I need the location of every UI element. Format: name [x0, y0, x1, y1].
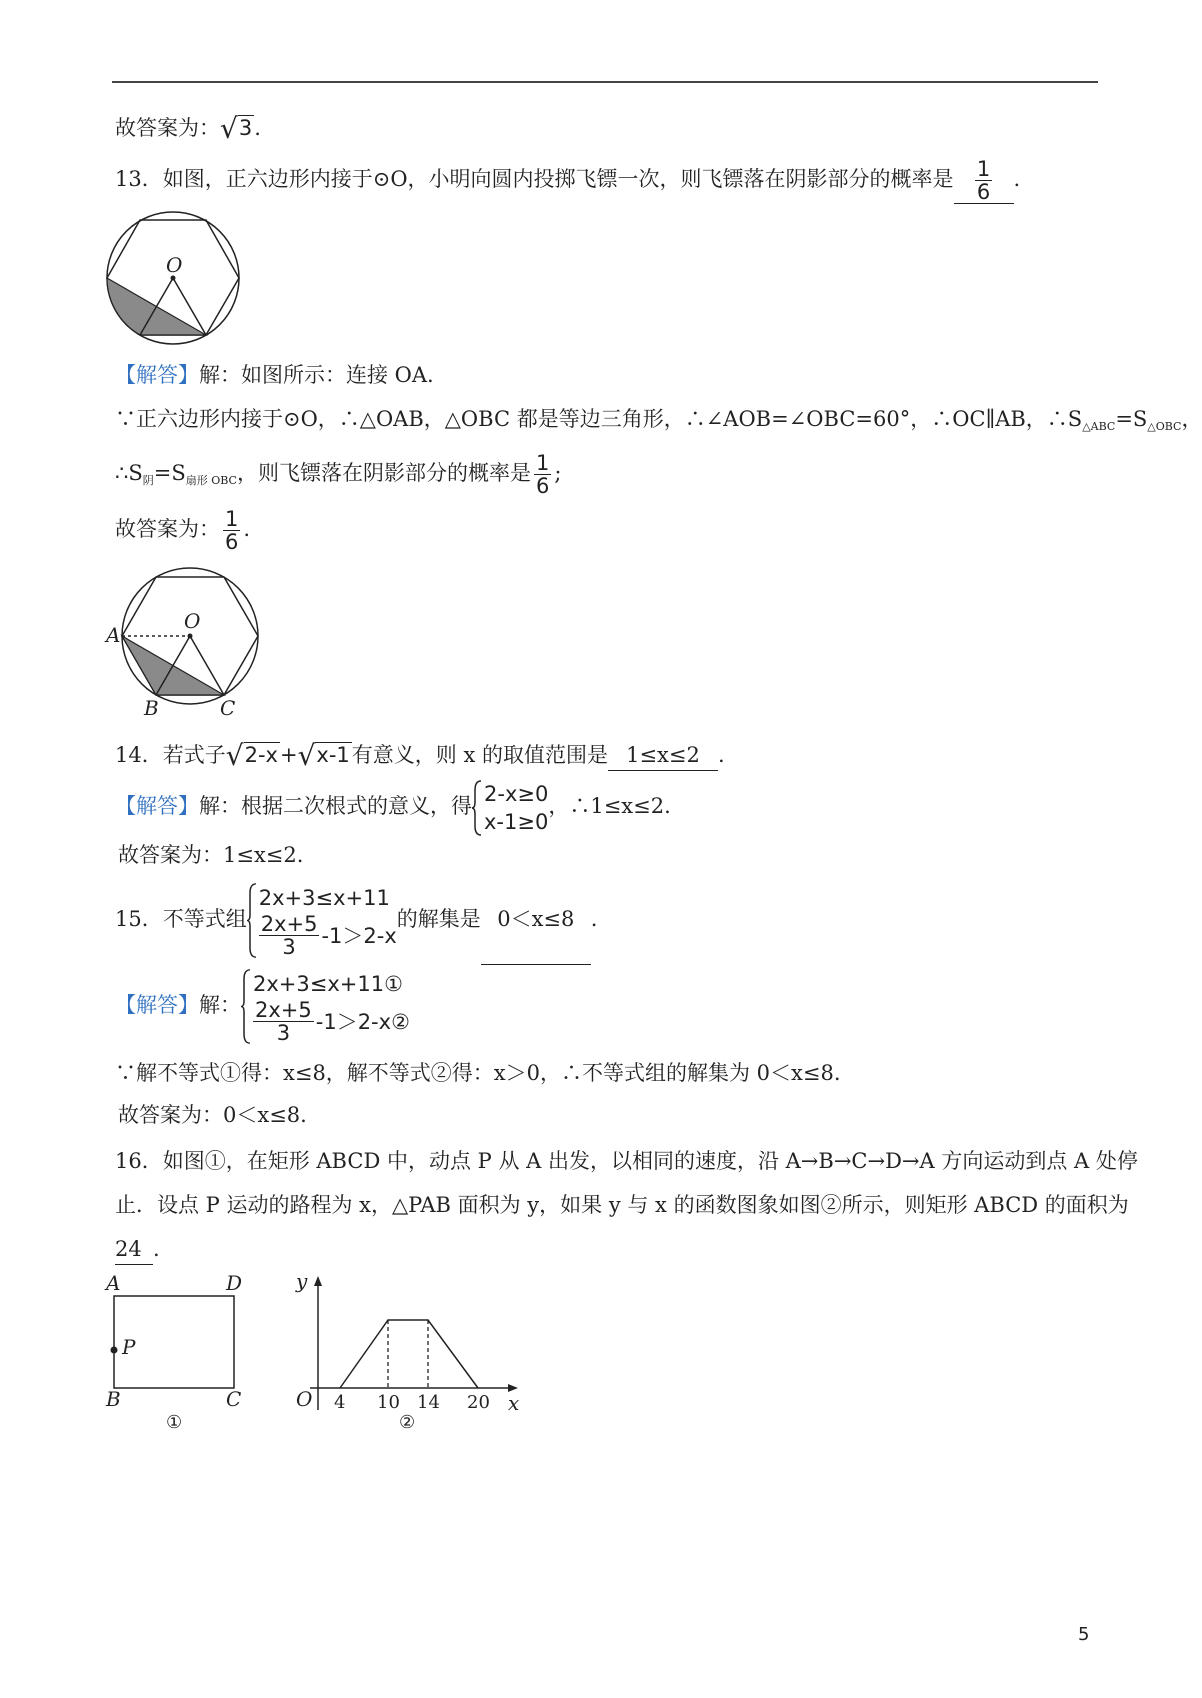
- svg-text:D: D: [226, 1271, 243, 1295]
- q13-final-answer: 故答案为： $\frac{1}{6}$ .: [115, 507, 251, 554]
- svg-text:O: O: [184, 609, 201, 633]
- sqrt-3: √3: [220, 112, 253, 145]
- page-number: 5: [1078, 1624, 1090, 1645]
- svg-text:4: 4: [334, 1392, 346, 1413]
- svg-text:P: P: [122, 1335, 136, 1359]
- svg-text:②: ②: [399, 1412, 416, 1433]
- svg-text:y: y: [296, 1269, 308, 1293]
- q15-final-answer: 故答案为：0＜x≤8.: [118, 1103, 307, 1127]
- svg-text:B: B: [144, 696, 159, 720]
- q14-final-answer: 故答案为：1≤x≤2.: [118, 843, 304, 867]
- q13-figure-1: [100, 208, 246, 350]
- svg-text:20: 20: [467, 1392, 490, 1413]
- q16-answer: 24 .: [115, 1234, 160, 1265]
- svg-text:A: A: [106, 623, 121, 647]
- q13-question: 13．如图，正六边形内接于⊙O，小明向圆内投掷飞镖一次，则飞镖落在阴影部分的概率是 $\frac{1}{6}$ .: [115, 157, 1021, 204]
- q12-answer-line: 故答案为：√3.: [115, 112, 261, 145]
- svg-text:O: O: [166, 253, 183, 277]
- svg-text:C: C: [226, 1387, 242, 1411]
- q16-question-line-2: 止．设点 P 运动的路程为 x，△PAB 面积为 y，如果 y 与 x 的函数图象如图②所示，则矩形 ABCD 的面积为: [115, 1193, 1129, 1217]
- q16-question-line-1: 16．如图①，在矩形 ABCD 中，动点 P 从 A 出发，以相同的速度，沿 A→B→C→D→A 方向运动到点 A 处停: [115, 1149, 1138, 1173]
- q13-solution-line-1: 【解答】解：如图所示：连接 OA.: [115, 363, 434, 387]
- header-rule: [112, 81, 1098, 83]
- q13-figure-2: [104, 570, 264, 720]
- q13-solution-line-2: ∵正六边形内接于⊙O，∴△OAB，△OBC 都是等边三角形，∴∠AOB=∠OBC=60°，∴OC∥AB，$\therefore S_{\triangle ABC}=S_{\triangle OBC}$，: [115, 407, 1202, 433]
- svg-text:x: x: [508, 1391, 520, 1415]
- q14-question: 14．若式子√2-x+√x-1有意义，则 x 的取值范围是 1≤x≤2 .: [115, 739, 725, 772]
- q16-rectangle-figure: [100, 1270, 260, 1440]
- q16-function-graph: [288, 1270, 528, 1440]
- q14-solution: 【解答】解：根据二次根式的意义，得 2-x≥0 x-1≥0 ，∴1≤x≤2.: [115, 781, 671, 834]
- svg-text:10: 10: [377, 1392, 400, 1413]
- svg-text:C: C: [220, 696, 236, 720]
- svg-text:O: O: [296, 1387, 313, 1411]
- svg-text:A: A: [106, 1271, 121, 1295]
- svg-text:14: 14: [417, 1392, 440, 1413]
- q13-solution-line-3: $\therefore S_阴=S_{扇形 OBC}$，则飞镖落在阴影部分的概率是 $\frac{1}{6}$ ;: [115, 451, 562, 498]
- svg-text:①: ①: [166, 1412, 183, 1433]
- q15-solution-line-2: ∵解不等式①得：x≤8，解不等式②得：x＞0，∴不等式组的解集为 0＜x≤8.: [115, 1061, 841, 1085]
- svg-text:B: B: [106, 1387, 121, 1411]
- q15-solution: 【解答】解： 2x+3≤x+11① $\frac{2x+5}{3}$ -1＞2-x ②: [115, 960, 410, 1050]
- q15-question: 15．不等式组 2x+3≤x+11 $\frac{2x+5}{3}$ -1＞2-x 的解集是 0＜x≤8 .: [115, 874, 597, 964]
